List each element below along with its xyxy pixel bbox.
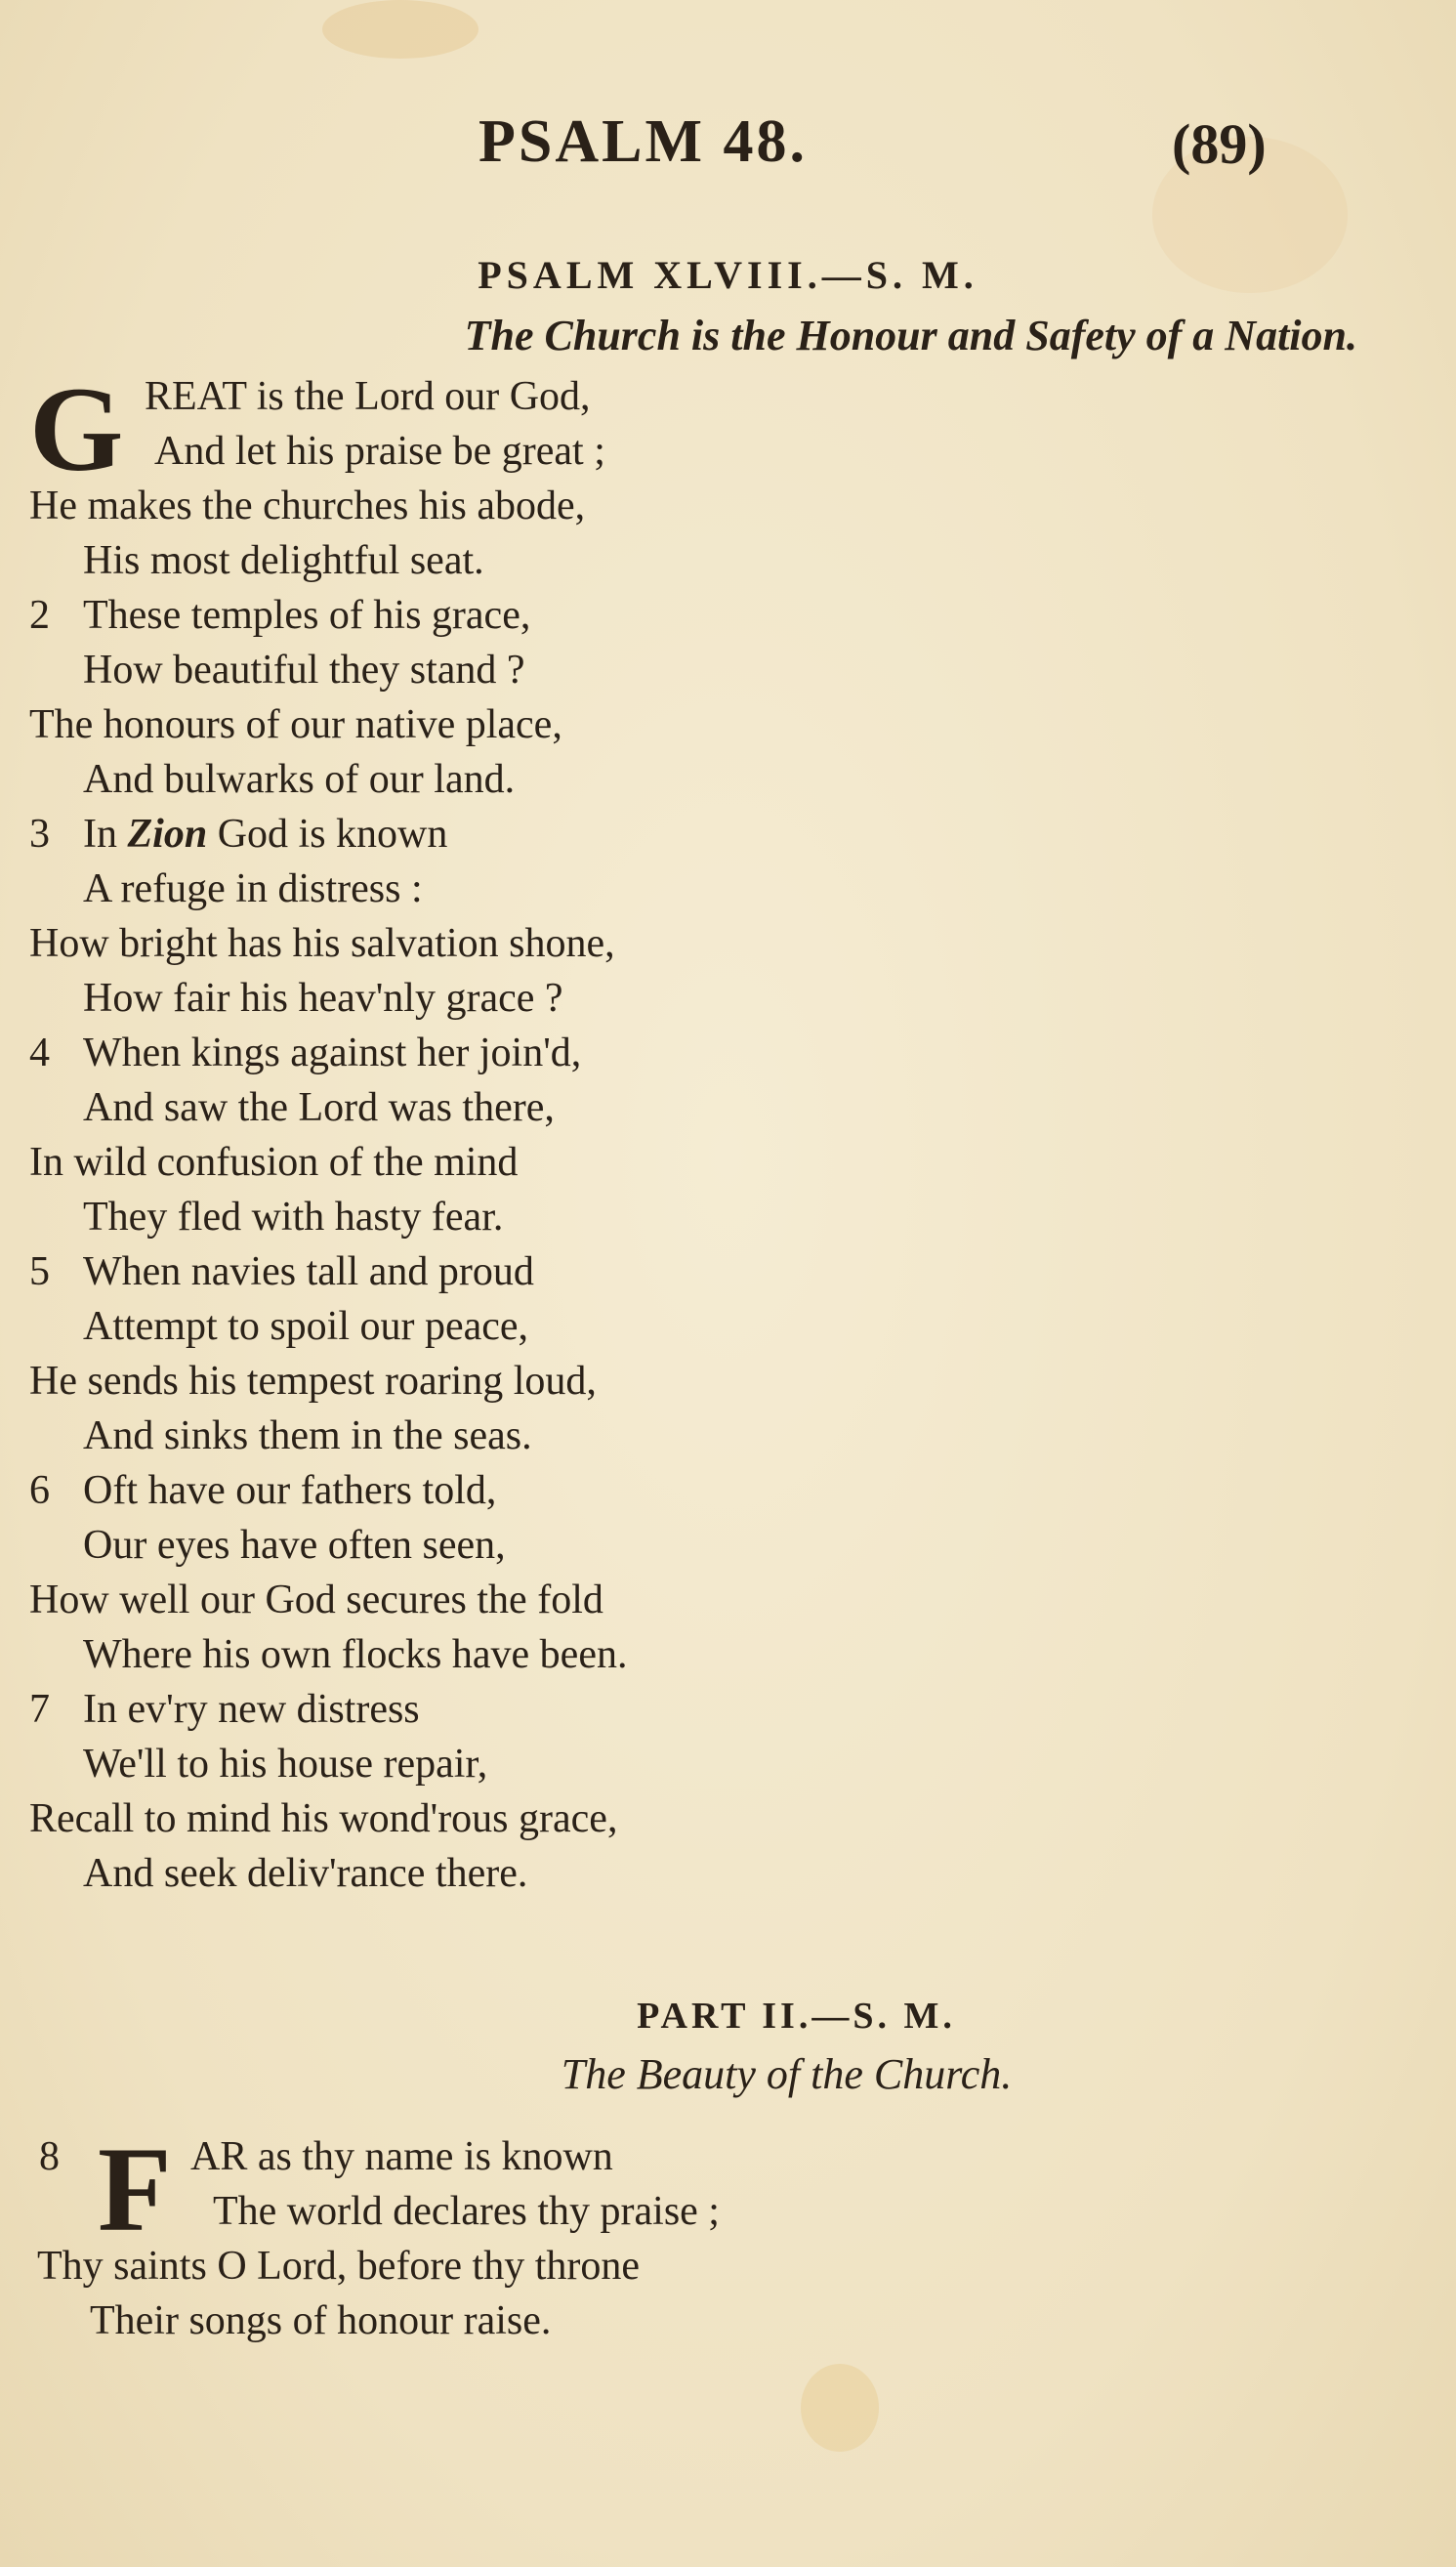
- line-text: In ev'ry new distress: [83, 1687, 420, 1732]
- verse-line: [29, 1080, 1416, 1135]
- verse-number: 8: [39, 2134, 60, 2179]
- line-text: Oft have our fathers told,: [83, 1468, 497, 1513]
- verse-line: [29, 1627, 1416, 1682]
- verse-line: [29, 2293, 1416, 2348]
- line-text: Our eyes have often seen,: [83, 1523, 506, 1568]
- line-text: And sinks them in the seas.: [83, 1413, 532, 1458]
- line-text: When navies tall and proud: [83, 1249, 534, 1294]
- line-text: The world declares thy praise ;: [213, 2189, 720, 2234]
- line-text: How bright has his salvation shone,: [29, 921, 615, 966]
- part-subtitle: The Beauty of the Church.: [561, 2050, 1013, 2098]
- verse-line: [29, 1791, 1416, 1846]
- drop-cap: F: [98, 2123, 172, 2256]
- verse-line: [29, 1409, 1416, 1463]
- verse-line: [29, 1737, 1416, 1791]
- verse-line: [29, 1518, 1416, 1573]
- line-text: He makes the churches his abode,: [29, 484, 586, 528]
- verse-line: [29, 971, 1416, 1026]
- line-text: Their songs of honour raise.: [90, 2298, 552, 2343]
- line-text: And bulwarks of our land.: [83, 757, 516, 802]
- verse-line: [29, 1846, 1416, 1901]
- part2-text: [29, 2123, 1416, 2348]
- verse-line: [29, 643, 1416, 697]
- verse-line: [29, 1299, 1416, 1354]
- verse-line: [29, 1573, 1416, 1627]
- verse-line: [29, 752, 1416, 807]
- verse-line: [29, 1354, 1416, 1409]
- psalm-subtitle: The Church is the Honour and Safety of a Nation.: [464, 312, 1357, 359]
- line-text: We'll to his house repair,: [83, 1742, 488, 1787]
- page-number: (89): [1172, 112, 1267, 176]
- line-text: His most delightful seat.: [83, 538, 484, 583]
- verse-line: [29, 533, 1416, 588]
- line-text: These temples of his grace,: [83, 593, 531, 638]
- verse-line: [29, 1190, 1416, 1244]
- paper-stain: [322, 0, 478, 59]
- psalm-text: [29, 362, 1416, 1901]
- line-text: AR as thy name is known: [190, 2134, 613, 2179]
- page-header: [0, 107, 1456, 186]
- verse-number: 6: [29, 1468, 50, 1513]
- line-text: They fled with hasty fear.: [83, 1195, 504, 1240]
- line-text: And saw the Lord was there,: [83, 1085, 555, 1130]
- verse-line: [29, 697, 1416, 752]
- line-text: The honours of our native place,: [29, 702, 562, 747]
- line-text: And let his praise be great ;: [154, 429, 605, 474]
- line-text: In wild confusion of the mind: [29, 1140, 519, 1185]
- drop-cap: G: [29, 362, 124, 496]
- verse-line: [29, 807, 1416, 862]
- verse-line: [29, 1135, 1416, 1190]
- line-text: How fair his heav'nly grace ?: [83, 976, 563, 1021]
- verse-number: 7: [29, 1687, 50, 1732]
- running-title: PSALM 48.: [478, 108, 808, 175]
- verse-line: [29, 2184, 1416, 2239]
- verse-line: [29, 479, 1416, 533]
- line-text: Attempt to spoil our peace,: [83, 1304, 529, 1349]
- verse-line: [29, 1244, 1416, 1299]
- verse-number: 3: [29, 812, 50, 857]
- line-text: A refuge in distress :: [83, 866, 423, 911]
- line-text: He sends his tempest roaring loud,: [29, 1359, 597, 1404]
- verse-number: 5: [29, 1249, 50, 1294]
- line-text: In: [83, 812, 117, 857]
- verse-number: 2: [29, 593, 50, 638]
- verse-line: [29, 862, 1416, 916]
- verse-line: [29, 1463, 1416, 1518]
- line-text: Where his own flocks have been.: [83, 1632, 628, 1677]
- verse-number: 4: [29, 1031, 50, 1075]
- part-heading: PART II.—S. M.: [637, 1996, 956, 2037]
- line-text: How beautiful they stand ?: [83, 648, 525, 693]
- line-text: Recall to mind his wond'rous grace,: [29, 1796, 618, 1841]
- verse-line: [29, 1682, 1416, 1737]
- line-text: God is known: [217, 812, 448, 857]
- verse-line: [29, 916, 1416, 971]
- line-text: REAT is the Lord our God,: [145, 374, 591, 419]
- line-text: Thy saints O Lord, before thy throne: [37, 2244, 641, 2289]
- line-text: And seek deliv'rance there.: [83, 1851, 528, 1896]
- line-text: How well our God secures the fold: [29, 1578, 603, 1622]
- verse-line: [29, 424, 1416, 479]
- paper-stain: [801, 2364, 879, 2452]
- line-text: When kings against her join'd,: [83, 1031, 582, 1075]
- verse-line: [29, 1026, 1416, 1080]
- place-name: Zion: [127, 812, 208, 857]
- verse-line: [29, 588, 1416, 643]
- psalm-heading: PSALM XLVIII.—S. M.: [478, 253, 978, 297]
- verse-line: [29, 2239, 1416, 2293]
